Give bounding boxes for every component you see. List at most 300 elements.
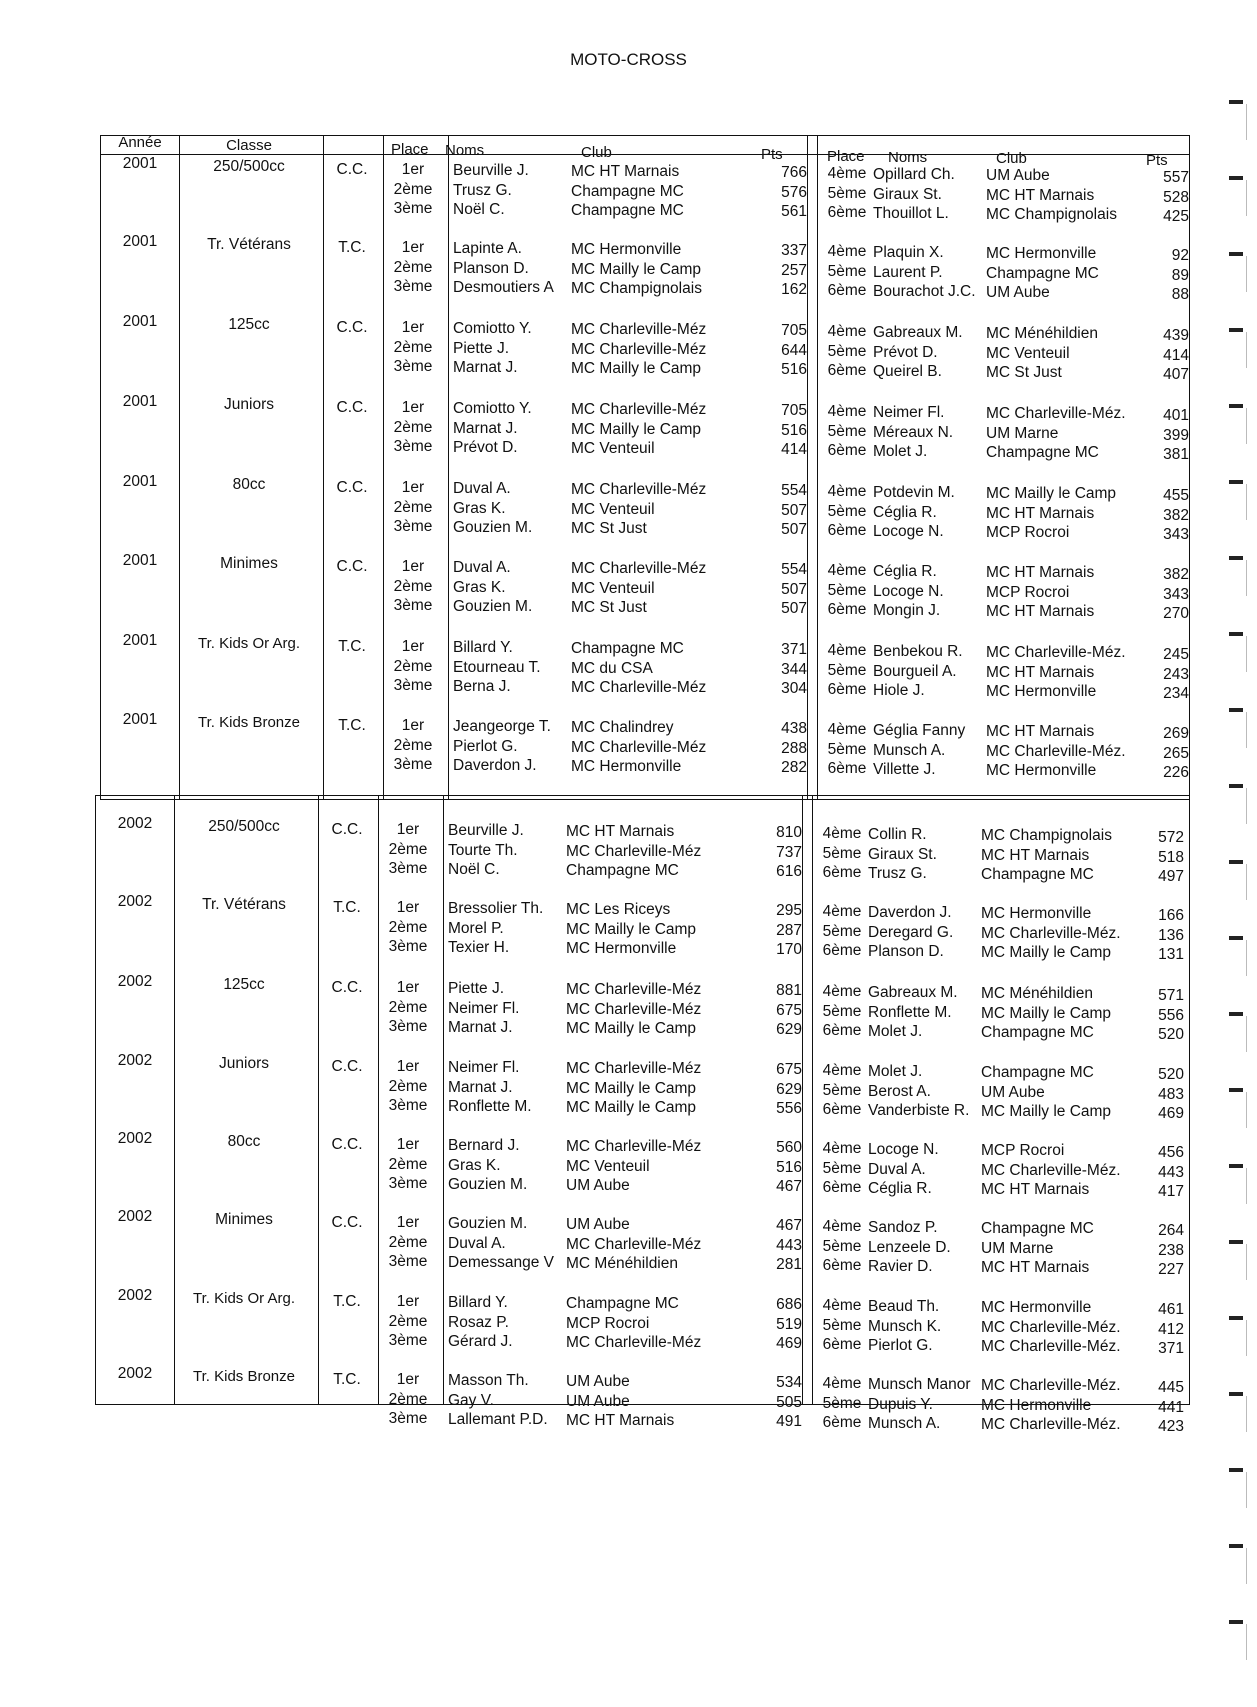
left-club: UM Aube — [566, 1392, 630, 1410]
left-club: MC Charleville-Méz — [566, 1334, 702, 1352]
left-name: Prévot D. — [453, 439, 518, 457]
right-name: Méreaux N. — [873, 423, 954, 441]
right-name: Munsch A. — [868, 1415, 941, 1433]
right-place: 4ème — [827, 403, 867, 420]
left-points: 438 — [781, 720, 807, 737]
left-points: 556 — [776, 1100, 802, 1118]
year-cell: 2002 — [117, 815, 153, 832]
right-place: 6ème — [822, 1179, 862, 1197]
binder-mark-stem — [1246, 1016, 1247, 1052]
binder-mark-stem — [1246, 1320, 1247, 1356]
right-name: Collin R. — [868, 826, 927, 843]
right-club: MCP Rocroi — [981, 1142, 1065, 1159]
right-place: 4ème — [827, 165, 867, 182]
right-name: Gabreaux M. — [873, 324, 963, 341]
right-place: 5ème — [827, 262, 867, 280]
binder-mark — [1229, 176, 1243, 180]
right-points: 439 — [1163, 327, 1189, 344]
class-cell: 80cc — [232, 476, 266, 493]
right-points: 423 — [1158, 1418, 1184, 1436]
left-place: 2ème — [388, 840, 428, 858]
right-points: 371 — [1158, 1340, 1184, 1358]
right-name: Géglia Fanny — [873, 722, 966, 739]
right-name: Planson D. — [868, 943, 944, 961]
header-pts-left: Pts — [761, 146, 783, 163]
class-cell: 80cc — [227, 1133, 261, 1150]
right-place: 5ème — [822, 1081, 862, 1099]
left-place: 2ème — [393, 258, 433, 276]
left-club: MC Mailly le Camp — [566, 1079, 697, 1097]
type-cell: C.C. — [331, 979, 363, 996]
class-cell: Tr. Vétérans — [202, 896, 286, 913]
right-place: 4ème — [827, 483, 867, 500]
right-club: MC Mailly le Camp — [986, 485, 1117, 502]
left-points: 170 — [776, 941, 802, 959]
left-name: Noël C. — [448, 861, 500, 879]
left-points: 491 — [776, 1413, 802, 1431]
left-club: MC Charleville-Méz — [566, 1138, 702, 1155]
binder-mark — [1229, 936, 1243, 940]
left-name: Desmoutiers A — [453, 279, 554, 297]
type-cell: C.C. — [336, 319, 368, 336]
left-place: 1er — [401, 479, 425, 496]
right-points: 572 — [1158, 829, 1184, 846]
right-name: Céglia R. — [868, 1180, 932, 1198]
right-points: 497 — [1158, 868, 1184, 886]
year-cell: 2002 — [117, 973, 153, 990]
left-club: MC Charleville-Méz — [566, 981, 702, 998]
left-place: 2ème — [393, 498, 433, 516]
binder-mark-stem — [1246, 940, 1247, 976]
right-points: 245 — [1163, 646, 1189, 663]
left-points: 519 — [776, 1315, 802, 1333]
left-name: Bernard J. — [448, 1137, 520, 1154]
right-place: 5ème — [827, 422, 867, 440]
type-cell: T.C. — [333, 1293, 361, 1310]
left-place: 3ème — [393, 518, 433, 536]
left-name: Daverdon J. — [453, 757, 537, 775]
binder-mark — [1229, 252, 1243, 256]
right-name: Deregard G. — [868, 923, 954, 941]
left-points: 737 — [776, 843, 802, 861]
left-name: Neimer Fl. — [448, 1059, 520, 1076]
right-club: Champagne MC — [981, 866, 1094, 884]
type-cell: C.C. — [336, 479, 368, 496]
binder-mark — [1229, 328, 1243, 332]
right-name: Queirel B. — [873, 363, 942, 381]
class-cell: Tr. Kids Bronze — [198, 714, 300, 731]
right-place: 4ème — [822, 1140, 862, 1157]
right-place: 6ème — [827, 362, 867, 380]
right-club: MC Charleville-Méz. — [986, 644, 1126, 661]
left-club: MC Charleville-Méz — [571, 738, 707, 756]
right-points: 234 — [1163, 685, 1189, 703]
header-annee: Année — [118, 134, 162, 151]
left-place: 2ème — [388, 918, 428, 936]
left-name: Gras K. — [453, 499, 506, 517]
right-points: 417 — [1158, 1183, 1184, 1201]
binder-mark — [1229, 708, 1243, 712]
class-cell: 250/500cc — [213, 158, 285, 175]
type-cell: T.C. — [333, 1371, 361, 1388]
left-club: MC St Just — [571, 599, 647, 617]
right-name: Céglia R. — [873, 503, 937, 521]
class-cell: Juniors — [219, 1055, 269, 1072]
right-place: 5ème — [827, 342, 867, 360]
type-cell: C.C. — [336, 558, 368, 575]
left-points: 162 — [781, 281, 807, 299]
left-name: Duval A. — [453, 559, 511, 576]
left-name: Gouzien M. — [448, 1215, 528, 1232]
header-place-right: Place — [827, 148, 865, 165]
right-points: 343 — [1163, 526, 1189, 544]
left-place: 1er — [396, 1136, 420, 1153]
left-place: 3ème — [393, 358, 433, 376]
left-points: 686 — [776, 1296, 802, 1313]
left-name: Piette J. — [448, 980, 504, 997]
left-place: 2ème — [393, 736, 433, 754]
right-points: 382 — [1163, 506, 1189, 524]
right-club: MC Charleville-Méz. — [986, 742, 1126, 760]
right-name: Locoge N. — [873, 582, 944, 600]
left-points: 516 — [781, 361, 807, 379]
left-name: Jeangeorge T. — [453, 718, 551, 735]
right-points: 399 — [1163, 426, 1189, 444]
right-name: Beaud Th. — [868, 1298, 940, 1315]
left-place: 3ème — [388, 1097, 428, 1115]
left-points: 282 — [781, 759, 807, 777]
left-name: Beurville J. — [453, 162, 529, 179]
right-points: 136 — [1158, 926, 1184, 944]
left-place: 3ème — [388, 1410, 428, 1428]
right-points: 445 — [1158, 1379, 1184, 1396]
left-points: 705 — [781, 402, 807, 419]
left-place: 1er — [401, 717, 425, 734]
left-place: 2ème — [388, 1077, 428, 1095]
left-club: MC Les Riceys — [566, 901, 671, 918]
binder-mark-stem — [1246, 1396, 1247, 1432]
left-place: 3ème — [388, 938, 428, 956]
left-name: Gouzien M. — [453, 598, 533, 616]
binder-mark — [1229, 632, 1243, 636]
left-club: MC Ménéhildien — [566, 1255, 678, 1273]
binder-mark — [1229, 1392, 1243, 1396]
right-place: 4ème — [822, 1375, 862, 1392]
left-place: 1er — [396, 1214, 420, 1231]
left-place: 1er — [401, 558, 425, 575]
left-points: 810 — [776, 824, 802, 841]
type-cell: C.C. — [336, 161, 368, 178]
left-name: Gouzien M. — [453, 519, 533, 537]
type-cell: C.C. — [336, 399, 368, 416]
left-points: 629 — [776, 1021, 802, 1039]
binder-mark — [1229, 404, 1243, 408]
left-club: MC Charleville-Méz — [566, 1235, 702, 1253]
right-points: 461 — [1158, 1301, 1184, 1318]
right-points: 381 — [1163, 446, 1189, 464]
results-table-1 — [100, 135, 1190, 800]
right-place: 5ème — [822, 1316, 862, 1334]
right-place: 6ème — [822, 1022, 862, 1040]
right-points: 425 — [1163, 208, 1189, 226]
left-points: 507 — [781, 580, 807, 598]
left-name: Tourte Th. — [448, 841, 518, 859]
header-place-left: Place — [391, 141, 429, 158]
left-club: Champagne MC — [566, 862, 679, 880]
right-name: Plaquin X. — [873, 244, 944, 261]
binder-mark-stem — [1246, 484, 1247, 520]
year-cell: 2001 — [122, 393, 158, 410]
column-divider — [802, 796, 803, 1404]
right-place: 5ème — [822, 844, 862, 862]
right-club: MC Mailly le Camp — [981, 1103, 1112, 1121]
right-club: MC Charleville-Méz. — [981, 1338, 1121, 1356]
right-name: Dupuis Y. — [868, 1395, 933, 1413]
left-name: Gras K. — [453, 578, 506, 596]
left-club: MC Chalindrey — [571, 719, 674, 736]
binder-mark-stem — [1246, 180, 1247, 216]
class-cell: Minimes — [215, 1211, 273, 1228]
right-club: UM Aube — [986, 284, 1050, 302]
right-name: Molet J. — [873, 443, 928, 461]
binder-mark-stem — [1246, 1244, 1247, 1280]
right-points: 343 — [1163, 585, 1189, 603]
right-points: 92 — [1171, 247, 1189, 264]
right-name: Vanderbiste R. — [868, 1102, 970, 1120]
right-points: 382 — [1163, 566, 1189, 583]
left-club: Champagne MC — [566, 1295, 679, 1312]
right-points: 441 — [1158, 1398, 1184, 1416]
left-name: Billard Y. — [448, 1294, 508, 1311]
binder-mark — [1229, 784, 1243, 788]
header-classe: Classe — [226, 137, 272, 154]
left-points: 257 — [781, 261, 807, 279]
left-club: MC du CSA — [571, 659, 653, 677]
left-club: MC Mailly le Camp — [571, 360, 702, 378]
left-name: Beurville J. — [448, 822, 524, 839]
left-points: 414 — [781, 441, 807, 459]
left-place: 3ème — [388, 1332, 428, 1350]
right-place: 6ème — [827, 442, 867, 460]
left-place: 2ème — [393, 180, 433, 198]
right-name: Hiole J. — [873, 682, 925, 700]
left-name: Marnat J. — [448, 1019, 513, 1037]
right-place: 6ème — [822, 1101, 862, 1119]
right-points: 88 — [1171, 286, 1189, 304]
right-club: MC St Just — [986, 364, 1062, 382]
right-place: 6ème — [827, 282, 867, 300]
right-place: 5ème — [822, 922, 862, 940]
binder-mark-stem — [1246, 1472, 1247, 1508]
left-points: 507 — [781, 501, 807, 519]
left-club: MC Charleville-Méz — [571, 401, 707, 418]
left-club: MC Mailly le Camp — [566, 1099, 697, 1117]
binder-mark-stem — [1246, 864, 1247, 900]
right-place: 5ème — [822, 1002, 862, 1020]
right-name: Giraux St. — [873, 185, 942, 203]
right-club: Champagne MC — [981, 1220, 1094, 1237]
right-club: MC Charleville-Méz. — [981, 1318, 1121, 1336]
right-name: Prévot D. — [873, 343, 938, 361]
right-points: 226 — [1163, 764, 1189, 782]
year-cell: 2001 — [122, 552, 158, 569]
right-points: 89 — [1171, 266, 1189, 284]
right-place: 5ème — [827, 502, 867, 520]
left-club: MC HT Marnais — [566, 1412, 675, 1430]
right-club: MC Mailly le Camp — [981, 1004, 1112, 1022]
right-place: 4ème — [822, 903, 862, 920]
right-club: Champagne MC — [986, 444, 1099, 462]
right-place: 5ème — [822, 1237, 862, 1255]
right-place: 6ème — [822, 1414, 862, 1432]
left-points: 534 — [776, 1374, 802, 1391]
type-cell: T.C. — [338, 717, 366, 734]
binder-mark — [1229, 1620, 1243, 1624]
right-place: 6ème — [827, 601, 867, 619]
left-place: 2ème — [393, 657, 433, 675]
results-table-2 — [95, 795, 1190, 1436]
left-points: 616 — [776, 863, 802, 881]
left-points: 644 — [781, 341, 807, 359]
left-club: MC Mailly le Camp — [566, 1020, 697, 1038]
right-club: UM Marne — [981, 1239, 1054, 1257]
right-club: UM Aube — [981, 1083, 1045, 1101]
right-points: 166 — [1158, 907, 1184, 924]
class-cell: 125cc — [223, 976, 265, 993]
binder-mark-stem — [1246, 408, 1247, 444]
right-place: 4ème — [827, 721, 867, 738]
left-points: 443 — [776, 1236, 802, 1254]
right-club: MC Charleville-Méz. — [981, 1161, 1121, 1179]
type-cell: C.C. — [331, 1136, 363, 1153]
left-place: 2ème — [393, 338, 433, 356]
left-points: 675 — [776, 1001, 802, 1019]
right-place: 6ème — [827, 204, 867, 222]
left-club: MC HT Marnais — [566, 823, 675, 840]
left-place: 3ème — [388, 860, 428, 878]
right-place: 4ème — [827, 323, 867, 340]
right-place: 4ème — [827, 642, 867, 659]
left-club: MC Mailly le Camp — [571, 260, 702, 278]
right-points: 520 — [1158, 1066, 1184, 1083]
left-club: MC Charleville-Méz — [566, 1060, 702, 1077]
left-name: Neimer Fl. — [448, 999, 520, 1017]
right-club: MC Charleville-Méz. — [981, 1416, 1121, 1434]
right-points: 456 — [1158, 1144, 1184, 1161]
left-name: Gérard J. — [448, 1333, 513, 1351]
right-points: 412 — [1158, 1320, 1184, 1338]
right-place: 6ème — [827, 522, 867, 540]
right-points: 131 — [1158, 946, 1184, 964]
left-club: Champagne MC — [571, 182, 684, 200]
right-place: 4ème — [822, 1297, 862, 1314]
column-divider — [323, 136, 324, 799]
right-name: Locoge N. — [873, 523, 944, 541]
binder-mark — [1229, 1316, 1243, 1320]
right-points: 556 — [1158, 1006, 1184, 1024]
right-name: Daverdon J. — [868, 904, 952, 921]
right-club: MC HT Marnais — [981, 846, 1090, 864]
left-club: MC Mailly le Camp — [566, 920, 697, 938]
binder-mark-stem — [1246, 788, 1247, 824]
right-points: 518 — [1158, 848, 1184, 866]
right-place: 4ème — [822, 983, 862, 1000]
right-name: Thouillot L. — [873, 205, 949, 223]
header-pts-right: Pts — [1146, 152, 1168, 169]
right-name: Gabreaux M. — [868, 984, 958, 1001]
year-cell: 2002 — [117, 1208, 153, 1225]
right-name: Bourachot J.C. — [873, 283, 976, 301]
left-place: 3ème — [393, 200, 433, 218]
right-club: MC Ménéhildien — [981, 985, 1093, 1002]
left-club: MC Hermonville — [571, 758, 682, 776]
left-place: 2ème — [388, 1155, 428, 1173]
right-points: 238 — [1158, 1241, 1184, 1259]
right-club: MC Charleville-Méz. — [981, 924, 1121, 942]
right-club: MC Mailly le Camp — [981, 944, 1112, 962]
right-place: 6ème — [822, 942, 862, 960]
class-cell: 250/500cc — [208, 818, 280, 835]
left-points: 629 — [776, 1080, 802, 1098]
right-name: Benbekou R. — [873, 643, 963, 660]
right-club: MC HT Marnais — [986, 504, 1095, 522]
right-place: 5ème — [827, 184, 867, 202]
type-cell: T.C. — [338, 638, 366, 655]
left-name: Billard Y. — [453, 639, 513, 656]
binder-mark-stem — [1246, 1092, 1247, 1128]
left-club: MC Charleville-Méz — [566, 842, 702, 860]
left-name: Marnat J. — [453, 419, 518, 437]
right-name: Molet J. — [868, 1063, 923, 1080]
left-points: 467 — [776, 1178, 802, 1196]
right-place: 6ème — [827, 760, 867, 778]
year-cell: 2001 — [122, 155, 158, 172]
left-club: MC Charleville-Méz — [566, 1000, 702, 1018]
binder-mark — [1229, 1240, 1243, 1244]
left-name: Comiotto Y. — [453, 400, 532, 417]
left-place: 3ème — [393, 438, 433, 456]
left-name: Etourneau T. — [453, 658, 541, 676]
right-points: 528 — [1163, 188, 1189, 206]
binder-mark — [1229, 1088, 1243, 1092]
right-points: 443 — [1158, 1163, 1184, 1181]
left-club: MC Venteuil — [571, 579, 655, 597]
left-name: Rosaz P. — [448, 1313, 509, 1331]
class-cell: 125cc — [228, 316, 270, 333]
class-cell: Minimes — [220, 555, 278, 572]
right-name: Villette J. — [873, 761, 936, 779]
right-points: 455 — [1163, 487, 1189, 504]
left-points: 561 — [781, 203, 807, 221]
right-club: MC Champignolais — [981, 827, 1112, 844]
page-title: MOTO-CROSS — [570, 50, 687, 69]
left-name: Ronflette M. — [448, 1098, 532, 1116]
right-name: Pierlot G. — [868, 1337, 933, 1355]
right-club: MC Venteuil — [986, 344, 1070, 362]
left-club: UM Aube — [566, 1177, 630, 1195]
type-cell: T.C. — [333, 899, 361, 916]
left-name: Demessange V — [448, 1254, 554, 1272]
right-place: 4ème — [827, 243, 867, 260]
class-cell: Tr. Kids Bronze — [193, 1368, 295, 1385]
right-name: Munsch Manor — [868, 1376, 971, 1393]
right-place: 6ème — [822, 864, 862, 882]
left-place: 2ème — [388, 1312, 428, 1330]
type-cell: C.C. — [331, 1058, 363, 1075]
right-name: Locoge N. — [868, 1141, 939, 1158]
year-cell: 2002 — [117, 1130, 153, 1147]
left-place: 1er — [401, 399, 425, 416]
